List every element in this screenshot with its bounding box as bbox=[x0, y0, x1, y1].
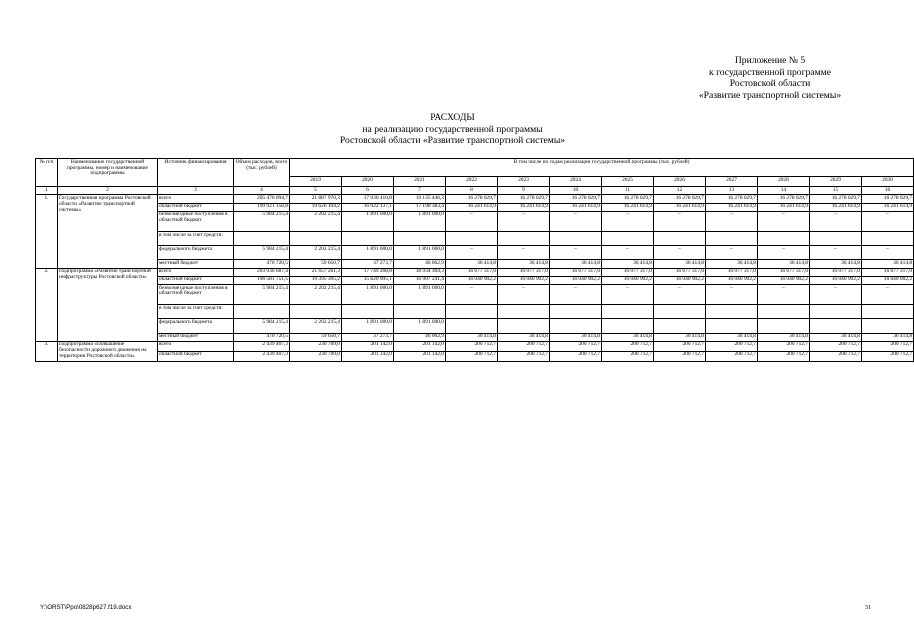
year-value: – bbox=[810, 246, 862, 260]
year-value: 1 891 000,0 bbox=[394, 319, 446, 333]
year-value: – bbox=[498, 211, 550, 231]
year-value: 16 241 614,9 bbox=[810, 203, 862, 211]
total-volume: 5 984 215,4 bbox=[234, 284, 290, 304]
table-row bbox=[36, 260, 914, 268]
funding-source: областной бюджет bbox=[158, 276, 234, 284]
header-years-caption: В том числе по годам реализации государственной программы (тыс. рублей) bbox=[290, 159, 914, 177]
year-value: 201 142,0 bbox=[394, 351, 446, 361]
year-value: 200 712,7 bbox=[550, 351, 602, 361]
year-value: 16 278 029,7 bbox=[654, 195, 706, 203]
year-value: – bbox=[862, 211, 914, 231]
year-value: 16 241 614,9 bbox=[862, 203, 914, 211]
year-value: 36 414,8 bbox=[654, 260, 706, 268]
year-value: 36 414,8 bbox=[862, 333, 914, 341]
year-value: 37 273,7 bbox=[342, 333, 394, 341]
year-value: – bbox=[446, 211, 498, 231]
year-value: – bbox=[706, 211, 758, 231]
year-value bbox=[498, 319, 550, 333]
year-value: 16 278 029,7 bbox=[498, 195, 550, 203]
year-value: 16 040 902,2 bbox=[706, 276, 758, 284]
footer-page-number: 31 bbox=[864, 604, 871, 611]
year-value: 16 077 317,0 bbox=[446, 268, 498, 276]
year-value: 36 414,8 bbox=[706, 333, 758, 341]
year-value: – bbox=[758, 284, 810, 304]
year-value: 21 887 970,3 bbox=[290, 195, 342, 203]
year-value: – bbox=[550, 211, 602, 231]
year-value bbox=[862, 232, 914, 246]
year-value: 200 712,7 bbox=[706, 341, 758, 351]
table-row bbox=[36, 319, 914, 333]
year-value bbox=[498, 232, 550, 246]
year-value bbox=[706, 232, 758, 246]
funding-source: областной бюджет bbox=[158, 203, 234, 211]
header-row bbox=[36, 159, 914, 177]
funding-source: в том числе за счет средств: bbox=[158, 232, 234, 246]
table-row bbox=[36, 246, 914, 260]
year-value: 2 202 215,4 bbox=[290, 284, 342, 304]
column-number: 11 bbox=[602, 187, 654, 195]
year-value bbox=[290, 232, 342, 246]
funding-source: местный бюджет bbox=[158, 333, 234, 341]
year-value: 200 712,7 bbox=[498, 351, 550, 361]
year-value: – bbox=[446, 246, 498, 260]
year-value: 16 278 029,7 bbox=[550, 195, 602, 203]
header-year: 2028 bbox=[758, 177, 810, 187]
year-value: 46 062,9 bbox=[394, 333, 446, 341]
footer-file-path: Y:\ORST\Ppo\0828p627.f19.docx bbox=[40, 604, 132, 611]
year-value: 16 241 614,9 bbox=[654, 203, 706, 211]
column-number: 12 bbox=[654, 187, 706, 195]
year-value bbox=[706, 305, 758, 319]
year-value: 1 891 000,0 bbox=[342, 284, 394, 304]
year-value: – bbox=[550, 246, 602, 260]
column-numbers-row bbox=[36, 187, 914, 195]
funding-source: всего bbox=[158, 268, 234, 276]
table-row bbox=[36, 333, 914, 341]
title-line: на реализацию государственной программы bbox=[362, 123, 543, 135]
year-value: 36 414,8 bbox=[810, 333, 862, 341]
year-value bbox=[810, 319, 862, 333]
appendix-line: Приложение № 5 bbox=[734, 55, 806, 66]
year-value: – bbox=[654, 211, 706, 231]
year-value bbox=[290, 305, 342, 319]
header-year: 2019 bbox=[290, 177, 342, 187]
total-volume: 196 581 751,5 bbox=[234, 276, 290, 284]
expenses-table bbox=[35, 158, 914, 362]
year-value bbox=[602, 232, 654, 246]
funding-source: безвозмездные поступления в областной бюджет bbox=[158, 284, 234, 304]
year-value: 16 077 317,0 bbox=[706, 268, 758, 276]
column-number: 8 bbox=[446, 187, 498, 195]
total-volume: 470 720,5 bbox=[234, 333, 290, 341]
year-value: 18 934 304,3 bbox=[394, 268, 446, 276]
year-value: 16 040 902,2 bbox=[654, 276, 706, 284]
year-value: 200 712,7 bbox=[654, 351, 706, 361]
year-value: 2 202 215,4 bbox=[290, 319, 342, 333]
year-value bbox=[550, 305, 602, 319]
year-value: 36 414,8 bbox=[602, 333, 654, 341]
year-value bbox=[550, 319, 602, 333]
total-volume: 5 984 215,4 bbox=[234, 246, 290, 260]
header-source: Источник финансирования bbox=[158, 159, 234, 187]
year-value: 201 142,0 bbox=[342, 351, 394, 361]
total-volume: 5 984 215,4 bbox=[234, 319, 290, 333]
year-value bbox=[602, 319, 654, 333]
total-volume bbox=[234, 305, 290, 319]
year-value: 16 278 029,7 bbox=[706, 195, 758, 203]
table-row bbox=[36, 284, 914, 304]
column-number: 6 bbox=[342, 187, 394, 195]
table-row bbox=[36, 305, 914, 319]
year-value: – bbox=[446, 284, 498, 304]
table-row bbox=[36, 211, 914, 231]
year-value: 36 414,8 bbox=[706, 260, 758, 268]
year-value: 17 930 410,8 bbox=[342, 195, 394, 203]
year-value: 16 278 029,7 bbox=[810, 195, 862, 203]
total-volume bbox=[234, 232, 290, 246]
year-value: 36 414,8 bbox=[602, 260, 654, 268]
year-value: 200 712,7 bbox=[810, 351, 862, 361]
year-value bbox=[810, 232, 862, 246]
year-value bbox=[758, 305, 810, 319]
row-number: 2. bbox=[36, 268, 58, 341]
year-value: 200 712,7 bbox=[810, 341, 862, 351]
year-value: 16 040 902,2 bbox=[550, 276, 602, 284]
column-number: 16 bbox=[862, 187, 914, 195]
funding-source: всего bbox=[158, 341, 234, 351]
year-value bbox=[550, 232, 602, 246]
year-value bbox=[342, 232, 394, 246]
funding-source: областной бюджет bbox=[158, 351, 234, 361]
column-number: 13 bbox=[706, 187, 758, 195]
year-value: 16 241 614,9 bbox=[498, 203, 550, 211]
row-number: 1. bbox=[36, 195, 58, 268]
year-value bbox=[446, 319, 498, 333]
total-volume: 205 476 094,7 bbox=[234, 195, 290, 203]
year-value: 16 077 317,0 bbox=[810, 268, 862, 276]
year-value: 1 891 000,0 bbox=[394, 211, 446, 231]
year-value: 200 712,7 bbox=[602, 351, 654, 361]
funding-source: местный бюджет bbox=[158, 260, 234, 268]
year-value: 16 040 902,2 bbox=[862, 276, 914, 284]
year-value: 16 077 317,0 bbox=[602, 268, 654, 276]
year-value: 200 712,7 bbox=[862, 341, 914, 351]
table-row bbox=[36, 351, 914, 361]
year-value: 1 891 000,0 bbox=[342, 319, 394, 333]
header-year: 2030 bbox=[862, 177, 914, 187]
year-value: 1 891 000,0 bbox=[342, 211, 394, 231]
year-value: 201 142,0 bbox=[394, 341, 446, 351]
year-value: 19 135 446,3 bbox=[394, 195, 446, 203]
year-value: 16 077 317,0 bbox=[862, 268, 914, 276]
row-number: 3. bbox=[36, 341, 58, 361]
header-year: 2020 bbox=[342, 177, 394, 187]
funding-source: федерального бюджета bbox=[158, 246, 234, 260]
year-value: – bbox=[706, 284, 758, 304]
appendix-line: Ростовской области bbox=[729, 78, 811, 90]
header-year: 2021 bbox=[394, 177, 446, 187]
appendix-line: к государственной программе bbox=[709, 66, 831, 78]
funding-source: в том числе за счет средств: bbox=[158, 305, 234, 319]
year-value bbox=[654, 305, 706, 319]
year-value: 46 062,9 bbox=[394, 260, 446, 268]
table-row bbox=[36, 232, 914, 246]
year-value: 230 709,0 bbox=[290, 341, 342, 351]
year-value: 16 278 029,7 bbox=[862, 195, 914, 203]
year-value: 15 820 995,1 bbox=[342, 276, 394, 284]
year-value: 16 077 317,0 bbox=[498, 268, 550, 276]
year-value: 16 278 029,7 bbox=[758, 195, 810, 203]
funding-source: всего bbox=[158, 195, 234, 203]
year-value: 1 891 000,0 bbox=[394, 284, 446, 304]
header-year: 2027 bbox=[706, 177, 758, 187]
column-number: 15 bbox=[810, 187, 862, 195]
year-value: – bbox=[602, 246, 654, 260]
year-value bbox=[446, 232, 498, 246]
year-value: 19 395 395,2 bbox=[290, 276, 342, 284]
column-number: 9 bbox=[498, 187, 550, 195]
year-value: 200 712,7 bbox=[498, 341, 550, 351]
year-value: 36 414,8 bbox=[810, 260, 862, 268]
year-value: 36 414,8 bbox=[498, 260, 550, 268]
total-volume: 203 036 687,4 bbox=[234, 268, 290, 276]
year-value: 21 657 261,3 bbox=[290, 268, 342, 276]
year-value: 16 040 902,2 bbox=[758, 276, 810, 284]
year-value: – bbox=[654, 246, 706, 260]
year-value: 1 891 000,0 bbox=[342, 246, 394, 260]
year-value: 59 650,7 bbox=[290, 260, 342, 268]
year-value: 36 414,8 bbox=[654, 333, 706, 341]
header-volume: Объем расходов, всего (тыс. рублей) bbox=[234, 159, 290, 187]
year-value: – bbox=[602, 211, 654, 231]
year-value: 36 414,8 bbox=[758, 333, 810, 341]
total-volume: 470 720,5 bbox=[234, 260, 290, 268]
total-volume: 5 984 215,4 bbox=[234, 211, 290, 231]
header-num: № п/п bbox=[36, 159, 58, 187]
appendix-header bbox=[675, 55, 865, 101]
year-value bbox=[654, 319, 706, 333]
year-value: 1 891 000,0 bbox=[394, 246, 446, 260]
year-value: 37 273,7 bbox=[342, 260, 394, 268]
year-value: – bbox=[758, 246, 810, 260]
year-value: 36 414,8 bbox=[498, 333, 550, 341]
table-row bbox=[36, 195, 914, 203]
year-value: 16 241 614,9 bbox=[758, 203, 810, 211]
appendix-line: «Развитие транспортной системы» bbox=[698, 89, 842, 101]
program-name: Подпрограмма «Повышение безопасности дорожного движения на территории Ростовской области» bbox=[58, 341, 158, 361]
year-value: – bbox=[654, 284, 706, 304]
header-year: 2025 bbox=[602, 177, 654, 187]
column-number: 5 bbox=[290, 187, 342, 195]
year-value: 36 414,8 bbox=[758, 260, 810, 268]
year-value: 17 749 268,8 bbox=[342, 268, 394, 276]
year-value bbox=[446, 305, 498, 319]
header-year: 2026 bbox=[654, 177, 706, 187]
year-value: 36 414,8 bbox=[550, 260, 602, 268]
year-value bbox=[394, 232, 446, 246]
title-line: Ростовской области «Развитие транспортной системы» bbox=[339, 135, 566, 147]
year-value: 59 650,7 bbox=[290, 333, 342, 341]
year-value: 16 241 614,9 bbox=[706, 203, 758, 211]
year-value bbox=[394, 305, 446, 319]
year-value: 200 712,7 bbox=[602, 341, 654, 351]
year-value: 2 202 215,4 bbox=[290, 211, 342, 231]
year-value: 36 414,8 bbox=[550, 333, 602, 341]
year-value bbox=[498, 305, 550, 319]
year-value: – bbox=[810, 284, 862, 304]
year-value: 200 712,7 bbox=[446, 351, 498, 361]
year-value: 200 712,7 bbox=[550, 341, 602, 351]
year-value: 16 241 614,9 bbox=[602, 203, 654, 211]
year-value: 16 241 614,9 bbox=[550, 203, 602, 211]
header-name: Наименование государственной программы, номер и наименование подпрограммы bbox=[58, 159, 158, 187]
year-value bbox=[706, 319, 758, 333]
year-value bbox=[602, 305, 654, 319]
funding-source: федерального бюджета bbox=[158, 319, 234, 333]
year-value: – bbox=[602, 284, 654, 304]
year-value bbox=[758, 232, 810, 246]
program-name: Подпрограмма «Развитие транспортной инфраструктуры Ростовской области» bbox=[58, 268, 158, 341]
year-value: 16 278 029,7 bbox=[446, 195, 498, 203]
year-value: – bbox=[498, 284, 550, 304]
year-value bbox=[862, 319, 914, 333]
table-row bbox=[36, 276, 914, 284]
year-value: – bbox=[810, 211, 862, 231]
year-value: 200 712,7 bbox=[862, 351, 914, 361]
year-value: – bbox=[498, 246, 550, 260]
column-number: 1 bbox=[36, 187, 58, 195]
header-year: 2023 bbox=[498, 177, 550, 187]
header-year: 2029 bbox=[810, 177, 862, 187]
year-value: 201 142,0 bbox=[342, 341, 394, 351]
year-value: 19 626 104,2 bbox=[290, 203, 342, 211]
year-value: 16 241 614,9 bbox=[446, 203, 498, 211]
year-value: 16 278 029,7 bbox=[602, 195, 654, 203]
year-value: 16 022 137,1 bbox=[342, 203, 394, 211]
year-value bbox=[810, 305, 862, 319]
year-value bbox=[342, 305, 394, 319]
total-volume: 2 439 407,3 bbox=[234, 351, 290, 361]
column-number: 7 bbox=[394, 187, 446, 195]
year-value: 16 040 902,2 bbox=[498, 276, 550, 284]
year-value: – bbox=[758, 211, 810, 231]
year-value: 16 077 317,0 bbox=[550, 268, 602, 276]
document-title bbox=[0, 112, 905, 147]
column-number: 2 bbox=[58, 187, 158, 195]
year-value: 2 202 215,4 bbox=[290, 246, 342, 260]
year-value: – bbox=[706, 246, 758, 260]
year-value: 200 712,7 bbox=[706, 351, 758, 361]
year-value: 36 414,8 bbox=[446, 333, 498, 341]
year-value bbox=[862, 305, 914, 319]
year-value: – bbox=[862, 284, 914, 304]
year-value bbox=[654, 232, 706, 246]
year-value: 17 198 383,4 bbox=[394, 203, 446, 211]
total-volume: 199 021 158,8 bbox=[234, 203, 290, 211]
header-year: 2024 bbox=[550, 177, 602, 187]
year-value: 200 712,7 bbox=[758, 351, 810, 361]
year-value: 16 040 902,2 bbox=[446, 276, 498, 284]
year-value: – bbox=[862, 246, 914, 260]
funding-source: безвозмездные поступления в областной бюджет bbox=[158, 211, 234, 231]
header-year: 2022 bbox=[446, 177, 498, 187]
year-value: 16 077 317,0 bbox=[758, 268, 810, 276]
year-value: 200 712,7 bbox=[654, 341, 706, 351]
year-value: 36 414,8 bbox=[446, 260, 498, 268]
year-value: 16 040 902,2 bbox=[810, 276, 862, 284]
title-line: РАСХОДЫ bbox=[430, 112, 475, 123]
year-value bbox=[758, 319, 810, 333]
year-value: 200 712,7 bbox=[758, 341, 810, 351]
year-value: 16 997 241,4 bbox=[394, 276, 446, 284]
year-value: 200 712,7 bbox=[446, 341, 498, 351]
year-value: 36 414,8 bbox=[862, 260, 914, 268]
column-number: 4 bbox=[234, 187, 290, 195]
year-value: 16 077 317,0 bbox=[654, 268, 706, 276]
total-volume: 2 439 407,3 bbox=[234, 341, 290, 351]
program-name: Государственная программа Ростовской области «Развитие транспортной системы» bbox=[58, 195, 158, 268]
column-number: 14 bbox=[758, 187, 810, 195]
table-row bbox=[36, 341, 914, 351]
year-value: – bbox=[550, 284, 602, 304]
year-value: 230 709,0 bbox=[290, 351, 342, 361]
column-number: 3 bbox=[158, 187, 234, 195]
year-value: 16 040 902,2 bbox=[602, 276, 654, 284]
column-number: 10 bbox=[550, 187, 602, 195]
